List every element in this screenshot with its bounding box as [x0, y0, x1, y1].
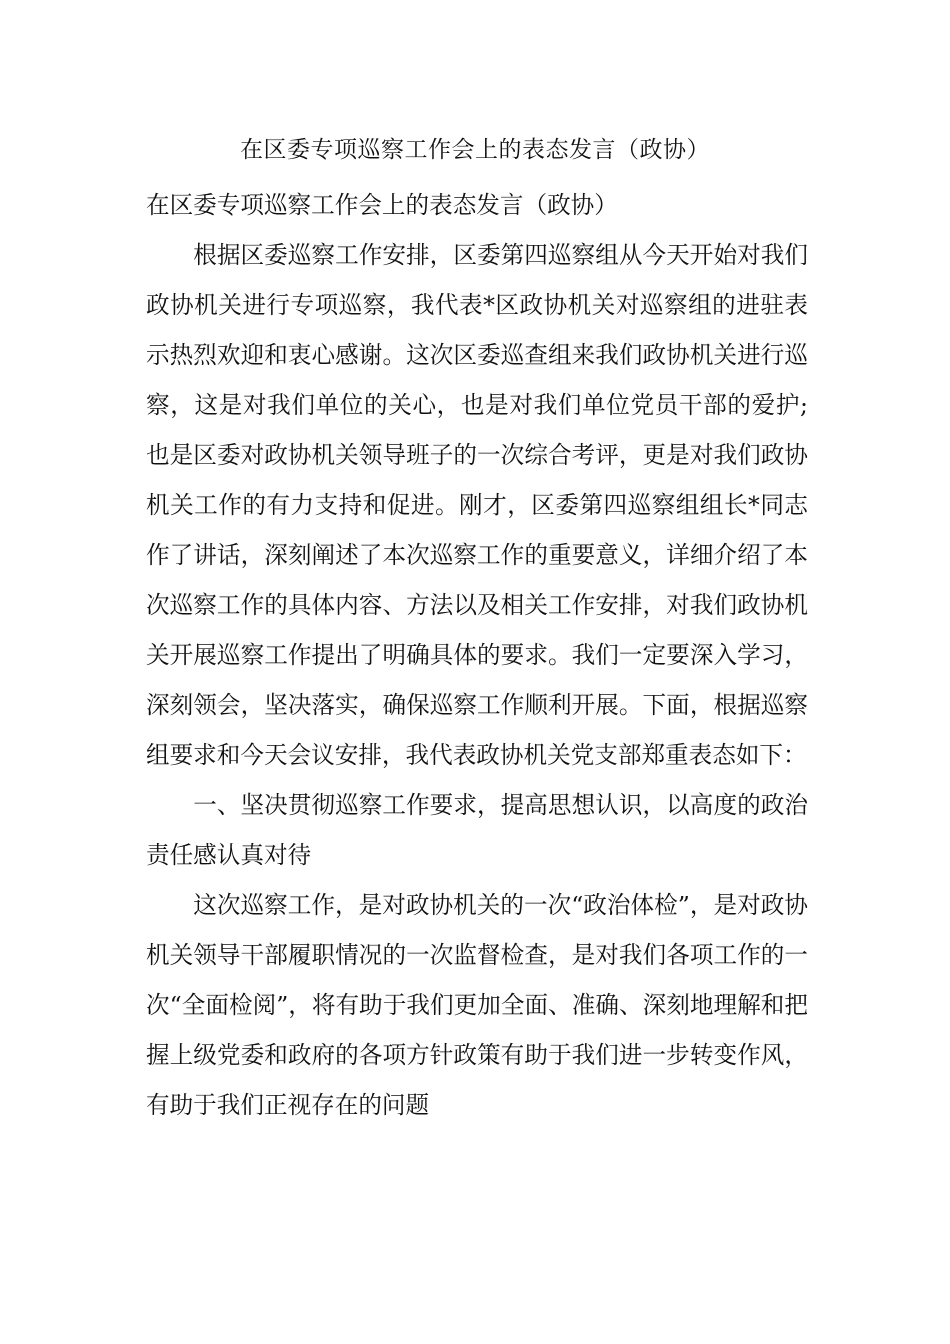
document-body — [146, 180, 808, 1130]
paragraph-intro: 根据区委巡察工作安排，区委第四巡察组从今天开始对我们政协机关进行专项巡察，我代表*区政协机关对巡察组的进驻表示热烈欢迎和衷心感谢。这次区委巡查组来我们政协机关进行巡察，这是对我们单位的关心，也是对我们单位党员干部的爱护;也是区委对政协机关领导班子的一次综合考评，更是对我们政协机关工作的有力支持和促进。刚才，区委第四巡察组组长*同志作了讲话，深刻阐述了本次巡察工作的重要意义，详细介绍了本次巡察工作的具体内容、方法以及相关工作安排，对我们政协机关开展巡察工作提出了明确具体的要求。我们一定要深入学习，深刻领会，坚决落实，确保巡察工作顺利开展。下面，根据巡察组要求和今天会议安排，我代表政协机关党支部郑重表态如下： — [146, 241, 808, 769]
document-subtitle: 在区委专项巡察工作会上的表态发言（政协） — [146, 191, 618, 219]
page-title: 在区委专项巡察工作会上的表态发言（政协） — [240, 137, 710, 163]
section-heading-1: 一、坚决贯彻巡察工作要求，提高思想认识，以高度的政治责任感认真对待 — [146, 791, 808, 869]
paragraph-section-1: 这次巡察工作，是对政协机关的一次“政治体检”，是对政协机关领导干部履职情况的一次监督检查，是对我们各项工作的一次“全面检阅”，将有助于我们更加全面、准确、深刻地理解和把握上级党委和政府的各项方针政策有助于我们进一步转变作风，有助于我们正视存在的问题 — [146, 891, 808, 1119]
